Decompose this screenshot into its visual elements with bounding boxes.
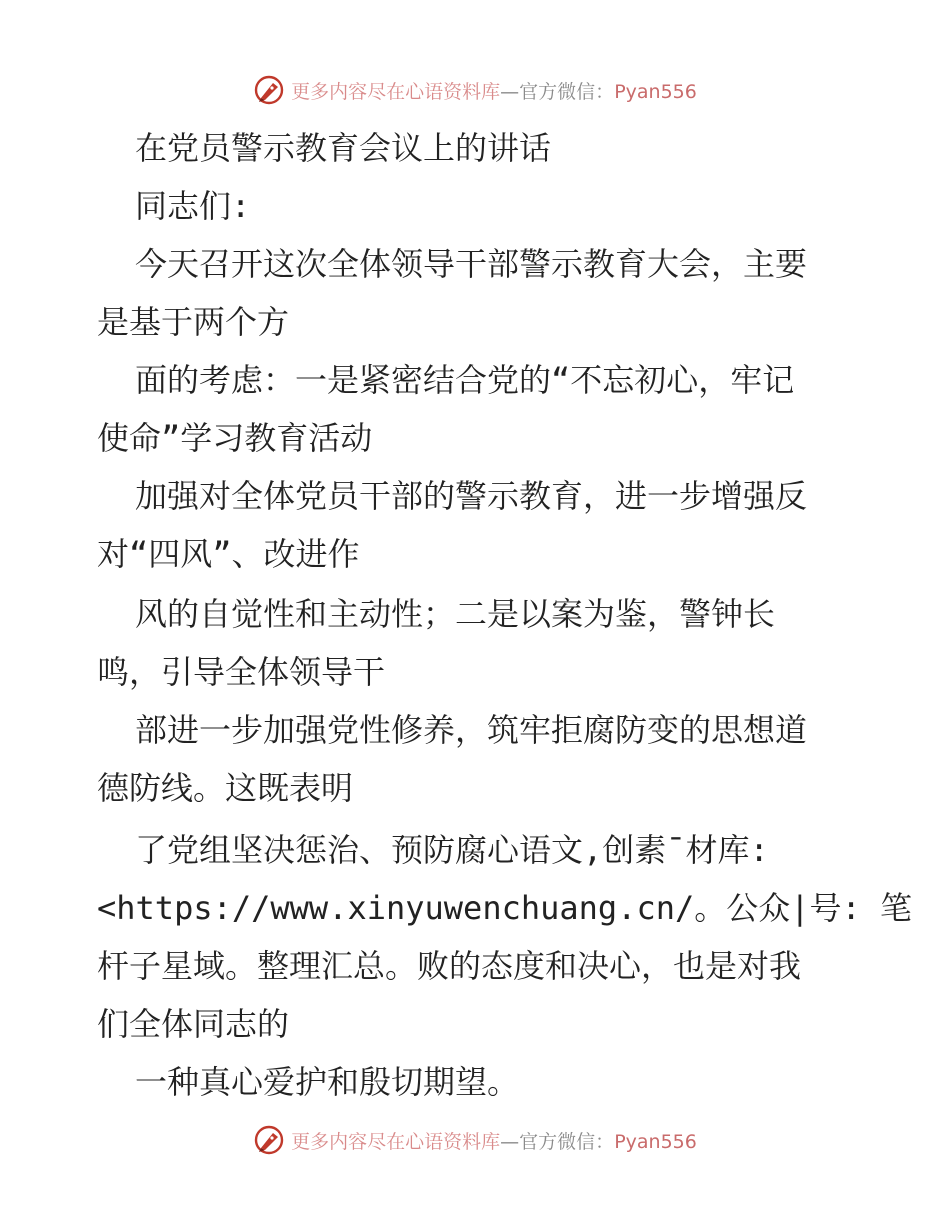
paragraph-line: 杆子星域。整理汇总。败的态度和决心，也是对我 [97,947,802,985]
pen-nib-logo-icon [253,1124,285,1156]
salutation: 同志们: [135,187,251,225]
paragraph-line: 部进一步加强党性修养，筑牢拒腐防变的思想道 [135,711,808,749]
paragraph-line: 是基于两个方 [97,303,290,341]
paragraph-line: 加强对全体党员干部的警示教育，进一步增强反 [135,477,808,515]
watermark-wechat: Pyan556 [614,80,697,103]
watermark-official: 官方微信： [519,80,615,103]
paragraph-line: 面的考虑：一是紧密结合党的“不忘初心，牢记 [135,361,795,399]
watermark-brand: 更多内容尽在心语资料库 [291,80,501,103]
paragraph-line: 今天召开这次全体领导干部警示教育大会，主要 [135,245,808,283]
watermark-wechat: Pyan556 [614,1130,697,1153]
paragraph-line: 对“四风”、改进作 [97,535,360,573]
watermark-brand: 更多内容尽在心语资料库 [291,1130,501,1153]
watermark-dash: — [500,1130,520,1153]
paragraph-line: 使命”学习教育活动 [97,419,373,457]
footer-watermark-banner [0,1118,950,1162]
document-title: 在党员警示教育会议上的讲话 [135,129,552,167]
watermark-text [291,1127,697,1154]
paragraph-line: 风的自觉性和主动性；二是以案为鉴，警钟长 [135,595,776,633]
paragraph-line: 了党组坚决惩治、预防腐心语文,创素¯材库: [135,831,769,869]
paragraph-line: 一种真心爱护和殷切期望。 [135,1063,520,1101]
paragraph-line: 德防线。这既表明 [97,769,354,807]
paragraph-line: 们全体同志的 [97,1005,290,1043]
paragraph-line-with-link: <https://www.xinyuwenchuang.cn/。公众|号: 笔 [97,889,913,927]
paragraph-line: 鸣，引导全体领导干 [97,653,386,691]
watermark-official: 官方微信： [519,1130,615,1153]
watermark-dash: — [500,80,520,103]
